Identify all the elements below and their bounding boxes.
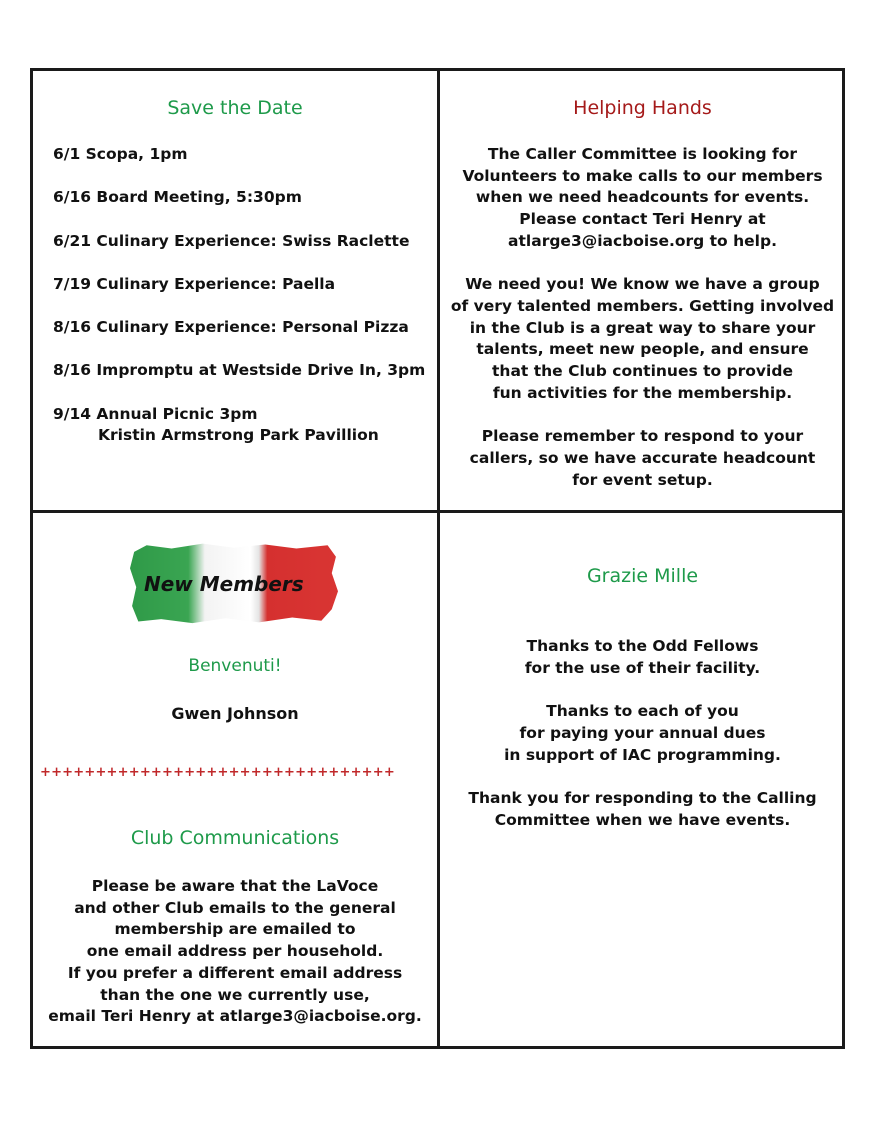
text-line: for paying your annual dues bbox=[519, 723, 766, 742]
event-item: 6/16 Board Meeting, 5:30pm bbox=[53, 188, 302, 207]
text-line: Please contact Teri Henry at bbox=[519, 210, 766, 229]
text-line: for the use of their facility. bbox=[524, 658, 761, 677]
text-line: callers, so we have accurate headcount bbox=[469, 448, 816, 467]
text-line: in the Club is a great way to share your bbox=[469, 318, 816, 337]
text-line: membership are emailed to bbox=[114, 920, 356, 939]
grazie-mille-body bbox=[440, 636, 845, 831]
helping-hands-body bbox=[440, 144, 845, 491]
text-line: one email address per household. bbox=[86, 942, 384, 961]
text-line: fun activities for the membership. bbox=[492, 383, 793, 402]
blank-line bbox=[440, 404, 845, 426]
text-line: Volunteers to make calls to our members bbox=[462, 166, 823, 185]
blank-line bbox=[440, 253, 845, 275]
event-item: 6/21 Culinary Experience: Swiss Raclette bbox=[53, 231, 410, 250]
text-line: The Caller Committee is looking for bbox=[487, 145, 798, 163]
text-line: email Teri Henry at atlarge3@iacboise.org. bbox=[48, 1007, 422, 1026]
text-line: We need you! We know we have a group bbox=[465, 275, 820, 294]
text-line: in support of IAC programming. bbox=[504, 745, 781, 764]
text-line: that the Club continues to provide bbox=[492, 362, 793, 381]
text-line: than the one we currently use, bbox=[100, 985, 370, 1004]
text-line: for event setup. bbox=[572, 470, 713, 489]
event-item: 6/1 Scopa, 1pm bbox=[53, 145, 188, 163]
benvenuti-heading: Benvenuti! bbox=[188, 656, 282, 676]
club-communications-body bbox=[30, 876, 440, 1028]
text-line: Please remember to respond to your bbox=[481, 427, 804, 446]
event-list bbox=[53, 144, 425, 447]
new-members-label: New Members bbox=[144, 572, 304, 596]
blank-line bbox=[440, 766, 845, 788]
text-line: Thanks to the Odd Fellows bbox=[526, 637, 759, 655]
text-line: Committee when we have events. bbox=[494, 810, 791, 829]
text-line: when we need headcounts for events. bbox=[475, 188, 810, 207]
club-communications-title: Club Communications bbox=[130, 827, 340, 849]
text-line: and other Club emails to the general bbox=[74, 898, 396, 917]
event-item: 7/19 Culinary Experience: Paella bbox=[53, 274, 336, 293]
new-member-name: Gwen Johnson bbox=[171, 704, 299, 723]
event-item: 9/14 Annual Picnic 3pm bbox=[53, 404, 258, 423]
text-line: atlarge3@iacboise.org to help. bbox=[508, 231, 777, 250]
event-item: 8/16 Culinary Experience: Personal Pizza bbox=[53, 318, 409, 337]
text-line: talents, meet new people, and ensure bbox=[476, 340, 809, 359]
text-line: Thank you for responding to the Calling bbox=[468, 788, 817, 807]
horizontal-divider bbox=[30, 510, 845, 513]
blank-line bbox=[440, 679, 845, 701]
new-members-banner bbox=[130, 536, 340, 630]
text-line: Thanks to each of you bbox=[546, 702, 739, 721]
plus-divider: ++++++++++++++++++++++++++++++++ bbox=[40, 765, 395, 780]
text-line: of very talented members. Getting involved bbox=[450, 296, 835, 315]
grazie-mille-title: Grazie Mille bbox=[586, 565, 699, 587]
event-location: Kristin Armstrong Park Pavillion bbox=[98, 426, 379, 445]
event-item: 8/16 Impromptu at Westside Drive In, 3pm bbox=[53, 361, 426, 380]
text-line: If you prefer a different email address bbox=[67, 963, 403, 982]
save-the-date-title: Save the Date bbox=[167, 97, 303, 119]
text-line: Please be aware that the LaVoce bbox=[91, 877, 379, 895]
helping-hands-title: Helping Hands bbox=[573, 97, 712, 119]
